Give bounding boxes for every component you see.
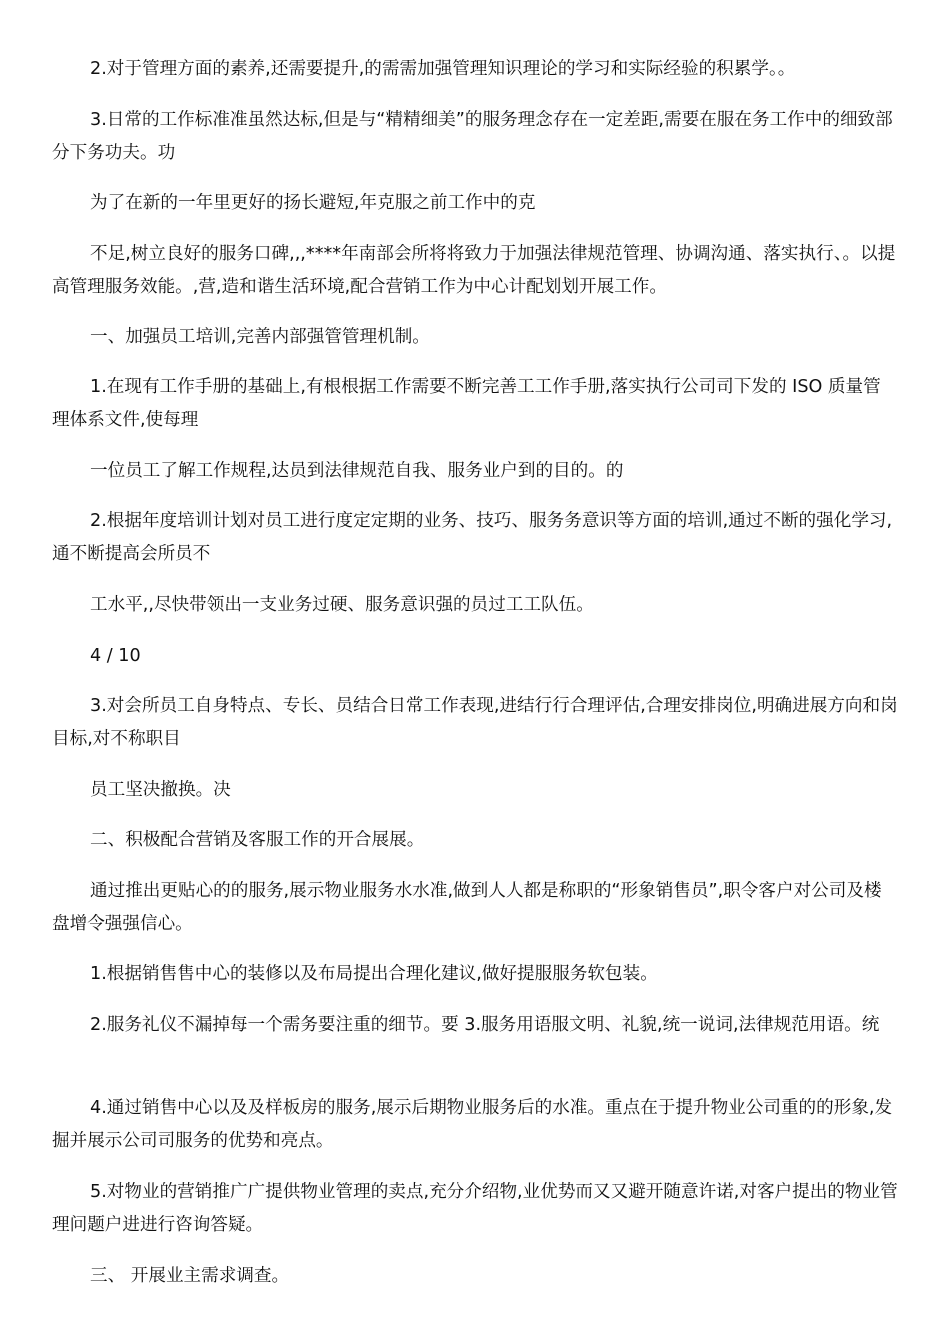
section-heading-owner-survey: 三、 开展业主需求调查。 [90, 1266, 290, 1286]
paragraph-new-year-goal: 为了在新的一年里更好的扬长避短,年克服之前工作中的克 [90, 193, 536, 213]
paragraph-work-manual: 1.在现有工作手册的基础上,有根根据工作需要不断完善工工作手册,落实执行公司司下发的 ISO 质量管理体系文件,使每理 [52, 377, 881, 430]
paragraph-sales-center-decoration: 1.根据销售售中心的装修以及布局提出合理化建议,做好提服服务软包装。 [90, 964, 658, 984]
paragraph-team-building: 工水平,,尽快带领出一支业务过硬、服务意识强的员过工工队伍。 [90, 595, 594, 615]
paragraph-showroom-service: 4.通过销售中心以及及样板房的服务,展示后期物业服务后的水准。重点在于提升物业公司重的的形象,发掘并展示公司司服务的优势和亮点。 [52, 1098, 893, 1151]
page-number: 4 / 10 [90, 646, 141, 666]
section-heading-marketing-support: 二、积极配合营销及客服工作的开合展展。 [90, 830, 425, 850]
paragraph-service-etiquette: 2.服务礼仪不漏掉每一个需务要注重的细节。要 3.服务用语服文明、礼貌,统一说词,法律规范用语。统 [90, 1015, 880, 1035]
paragraph-service-reputation: 不足,树立良好的服务口碑,,,****年南部会所将将致力于加强法律规范管理、协调沟通、落实执行、。以提高管理服务效能。,营,造和谐生活环境,配合营销工作为中心计配划划开展工作。 [52, 244, 896, 297]
paragraph-annual-training: 2.根据年度培训计划对员工进行度定定期的业务、技巧、服务务意识等方面的培训,通过不断的强化学习,通不断提高会所员不 [52, 511, 893, 564]
paragraph-staff-replacement: 员工坚决撤换。决 [90, 780, 231, 800]
paragraph-work-rules: 一位员工了解工作规程,达员到法律规范自我、服务业户到的目的。的 [90, 461, 624, 481]
paragraph-marketing-promotion: 5.对物业的营销推广广提供物业管理的卖点,充分介绍物,业优势而又又避开随意许诺,对客户提出的物业管理问题户进进行咨询答疑。 [52, 1182, 898, 1235]
paragraph-staff-evaluation: 3.对会所员工自身特点、专长、员结合日常工作表现,进结行行合理评估,合理安排岗位,明确进展方向和岗目标,对不称职目 [52, 696, 898, 749]
paragraph-management-quality: 2.对于管理方面的素养,还需要提升,的需需加强管理知识理论的学习和实际经验的积累学。。 [90, 59, 796, 79]
section-heading-staff-training: 一、加强员工培训,完善内部强管管理机制。 [90, 327, 430, 347]
paragraph-service-image: 通过推出更贴心的的服务,展示物业服务水水准,做到人人都是称职的“形象销售员”,职令客户对公司及楼盘增令强强信心。 [52, 881, 882, 934]
paragraph-work-standard: 3.日常的工作标准准虽然达标,但是与“精精细美”的服务理念存在一定差距,需要在服在务工作中的细致部分下务功夫。功 [52, 110, 893, 163]
